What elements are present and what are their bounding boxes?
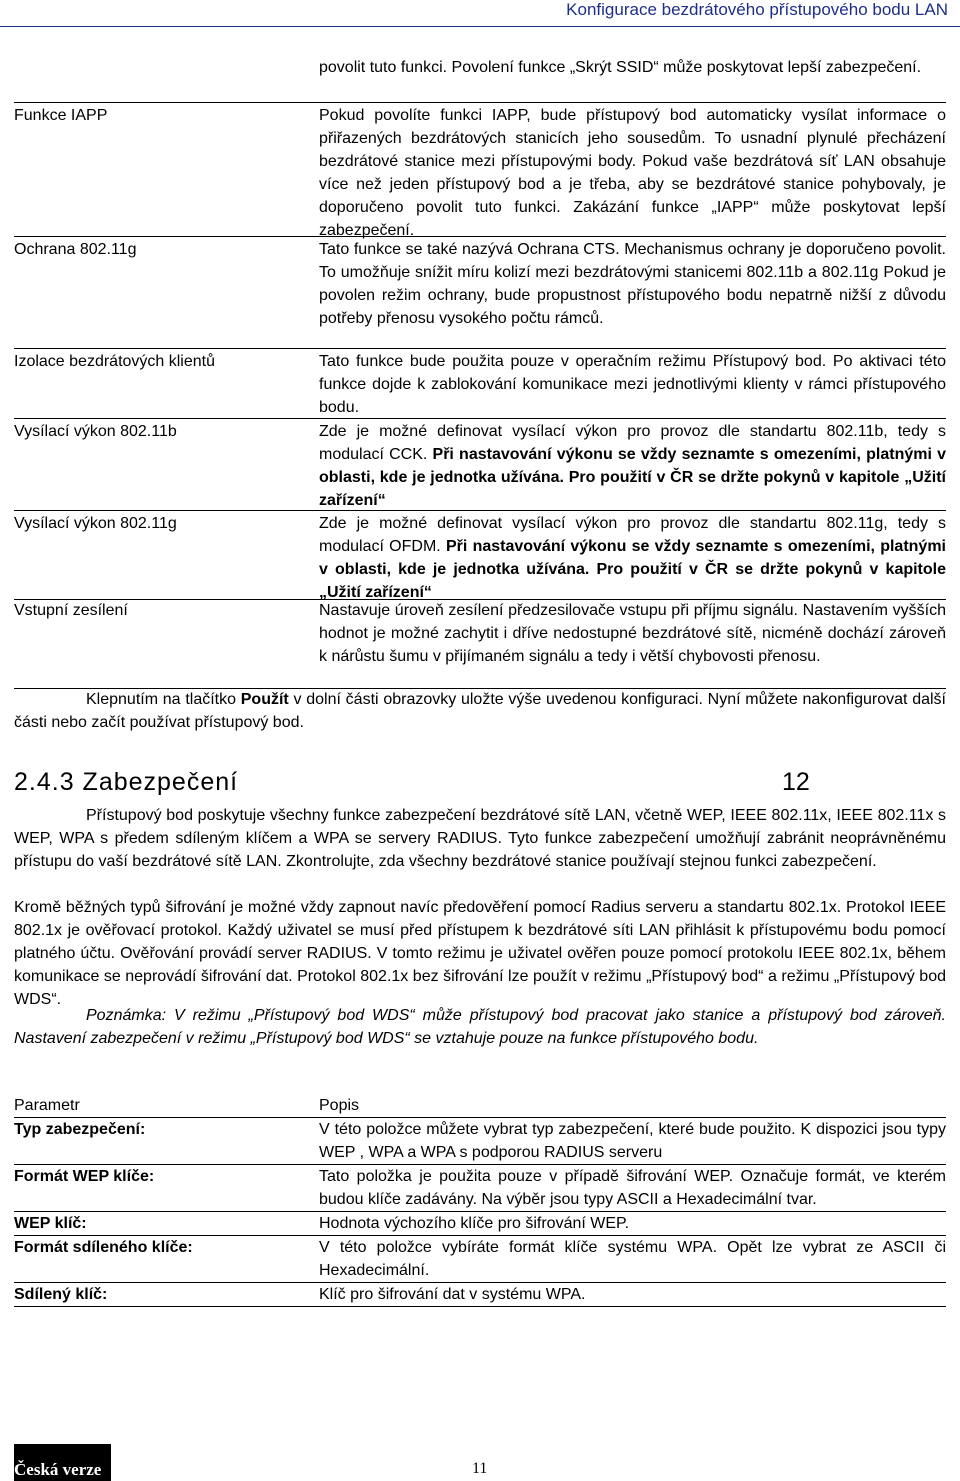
desc-plain: Zde je možné definovat vysílací výkon pro provoz dle standartu 802.11b, tedy s modulací CCK. — [319, 423, 946, 463]
param-name: Formát sdíleného klíče: — [14, 1236, 319, 1283]
param-desc: V této položce můžete vybrat typ zabezpečení, které bude použito. K dispozici jsou typy WEP , WPA a WPA s podporou RADIUS serveru — [319, 1118, 946, 1165]
table-row — [14, 1212, 946, 1236]
feature-name: Ochrana 802.11g — [14, 241, 137, 258]
page-header — [0, 0, 960, 24]
intro-text: povolit tuto funkci. Povolení funkce „Skrýt SSID“ může poskytovat lepší zabezpečení. — [319, 59, 922, 76]
table-row — [14, 1118, 946, 1165]
feature-desc: Pokud povolíte funkci IAPP, bude přístupový bod automaticky vysílat informace o přiřazených bezdrátových stanicích jeho sousedům. To usnadní plynulé přecházení bezdrátové stanice mezi přístupovými body. Pokud vaše bezdrátová síť LAN obsahuje více než jeden přístupový bod a je třeba, aby se bezdrátové stanice pohybovaly, je doporučeno povolit tuto funkci. Zakázání funkce „IAPP“ může poskytovat lepší zabezpečení. — [319, 107, 946, 239]
column-header-desc: Popis — [319, 1094, 946, 1118]
apply-button-ref: Použít — [240, 691, 289, 708]
apply-note: Klepnutím na tlačítko Použít v dolní části obrazovky uložte výše uvedenou konfiguraci. Nyní můžete nakonfigurovat další části nebo začít používat přístupový bod. — [14, 691, 946, 731]
param-desc: Tato položka je použita pouze v případě šifrování WEP. Označuje formát, ve kterém budou klíče zadávány. Na výběr jsou typy ASCII a Hexadecimální tvar. — [319, 1165, 946, 1212]
feature-desc: Nastavuje úroveň zesílení předzesilovače vstupu při příjmu signálu. Nastavením vyšších hodnot je možné zachytit i dříve nedostupné bezdrátové sítě, nicméně dochází zároveň k nárůstu šumu v přijímaném signálu a tedy i větší chybovosti přenosu. — [319, 602, 946, 665]
param-name: Sdílený klíč: — [14, 1283, 319, 1307]
language-badge: Česká verze — [14, 1444, 111, 1481]
feature-name: Izolace bezdrátových klientů — [14, 353, 215, 370]
param-desc: Hodnota výchozího klíče pro šifrování WEP. — [319, 1212, 946, 1236]
param-desc: Klíč pro šifrování dat v systému WPA. — [319, 1283, 946, 1307]
note-paragraph: Poznámka: V režimu „Přístupový bod WDS“ může přístupový bod pracovat jako stanice a přístupový bod zároveň. Nastavení zabezpečení v režimu „Přístupový bod WDS“ se vztahuje pouze na funkce přístupového bodu. — [14, 1007, 946, 1047]
feature-name: Vysílací výkon 802.11g — [14, 515, 177, 532]
table-row — [14, 1165, 946, 1212]
feature-desc — [319, 512, 946, 604]
feature-name: Funkce IAPP — [14, 107, 108, 124]
param-desc: V této položce vybíráte formát klíče systému WPA. Opět lze vybrat ze ASCII či Hexadecimální. — [319, 1236, 946, 1283]
param-name: WEP klíč: — [14, 1212, 319, 1236]
divider — [14, 510, 946, 511]
section-title: 2.4.3 Zabezpečení — [14, 768, 239, 796]
table-row — [14, 1283, 946, 1307]
param-name: Formát WEP klíče: — [14, 1165, 319, 1212]
divider — [14, 418, 946, 419]
divider — [14, 102, 946, 103]
desc-warning: Při nastavování výkonu se vždy seznamte s omezeními, platnými v oblasti, kde je jednotka užívána. Pro použití v ČR se držte pokynů v kapitole „Užití zařízení“ — [319, 446, 946, 509]
feature-desc: Tato funkce se také nazývá Ochrana CTS. Mechanismus ochrany je doporučeno povolit. To umožňuje snížit míru kolizí mezi bezdrátovými stanicemi 802.11b a 802.11g Pokud je povolen režim ochrany, bude propustnost přístupového bodu nepatrně nižší z důvodu potřeby přenosu vysokého počtu rámců. — [319, 241, 946, 327]
section-paragraph: Přístupový bod poskytuje všechny funkce zabezpečení bezdrátové sítě LAN, včetně WEP, IEEE 802.11x, IEEE 802.11x s WEP, WPA s předem sdíleným klíčem a WPA se servery RADIUS. Tyto funkce zabezpečení umožňují zabránit neoprávněnému přístupu do vaší bezdrátové sítě LAN. Zkontrolujte, zda všechny bezdrátové stanice používají stejnou funkci zabezpečení. — [14, 807, 946, 870]
feature-desc: Tato funkce bude použita pouze v operačním režimu Přístupový bod. Po aktivaci této funkce dojde k zablokování komunikace mezi jednotlivými klienty v rámci přístupového bodu. — [319, 353, 946, 416]
section-number: 12 — [782, 768, 810, 796]
page-number: 11 — [472, 1460, 488, 1477]
param-name: Typ zabezpečení: — [14, 1118, 319, 1165]
table-row — [14, 1236, 946, 1283]
column-header-param: Parametr — [14, 1094, 319, 1118]
section-paragraph: Kromě běžných typů šifrování je možné vždy zapnout navíc předověření pomocí Radius serveru a standartu 802.1x. Protokol IEEE 802.1x je ověřovací protokol. Každý uživatel se musí před přístupem k bezdrátové síti LAN přihlásit k přístupovému bodu pomocí platného účtu. Ověřování provádí server RADIUS. V tomto režimu je uživatel ověřen pouze pomocí protokolu IEEE 802.1x, během komunikace se neprovádí šifrování dat. Protokol 802.1x bez šifrování lze použít v režimu „Přístupový bod“ a režimu „Přístupový bod WDS“. — [14, 899, 946, 1008]
document-title: Konfigurace bezdrátového přístupového bodu LAN — [566, 0, 948, 19]
desc-plain: Zde je možné definovat vysílací výkon pro provoz dle standartu 802.11g, tedy s modulací OFDM. — [319, 515, 946, 555]
table-header — [14, 1094, 946, 1118]
divider — [14, 348, 946, 349]
feature-desc — [319, 420, 946, 512]
divider — [14, 236, 946, 237]
parameter-table — [14, 1094, 946, 1307]
header-rule — [0, 26, 960, 27]
desc-warning: Při nastavování výkonu se vždy seznamte s omezeními, platnými v oblasti, kde je jednotka užívána. Pro použití v ČR se držte pokynů v kapitole „Užití zařízení“ — [319, 538, 946, 601]
feature-name: Vysílací výkon 802.11b — [14, 423, 177, 440]
feature-name: Vstupní zesílení — [14, 602, 128, 619]
